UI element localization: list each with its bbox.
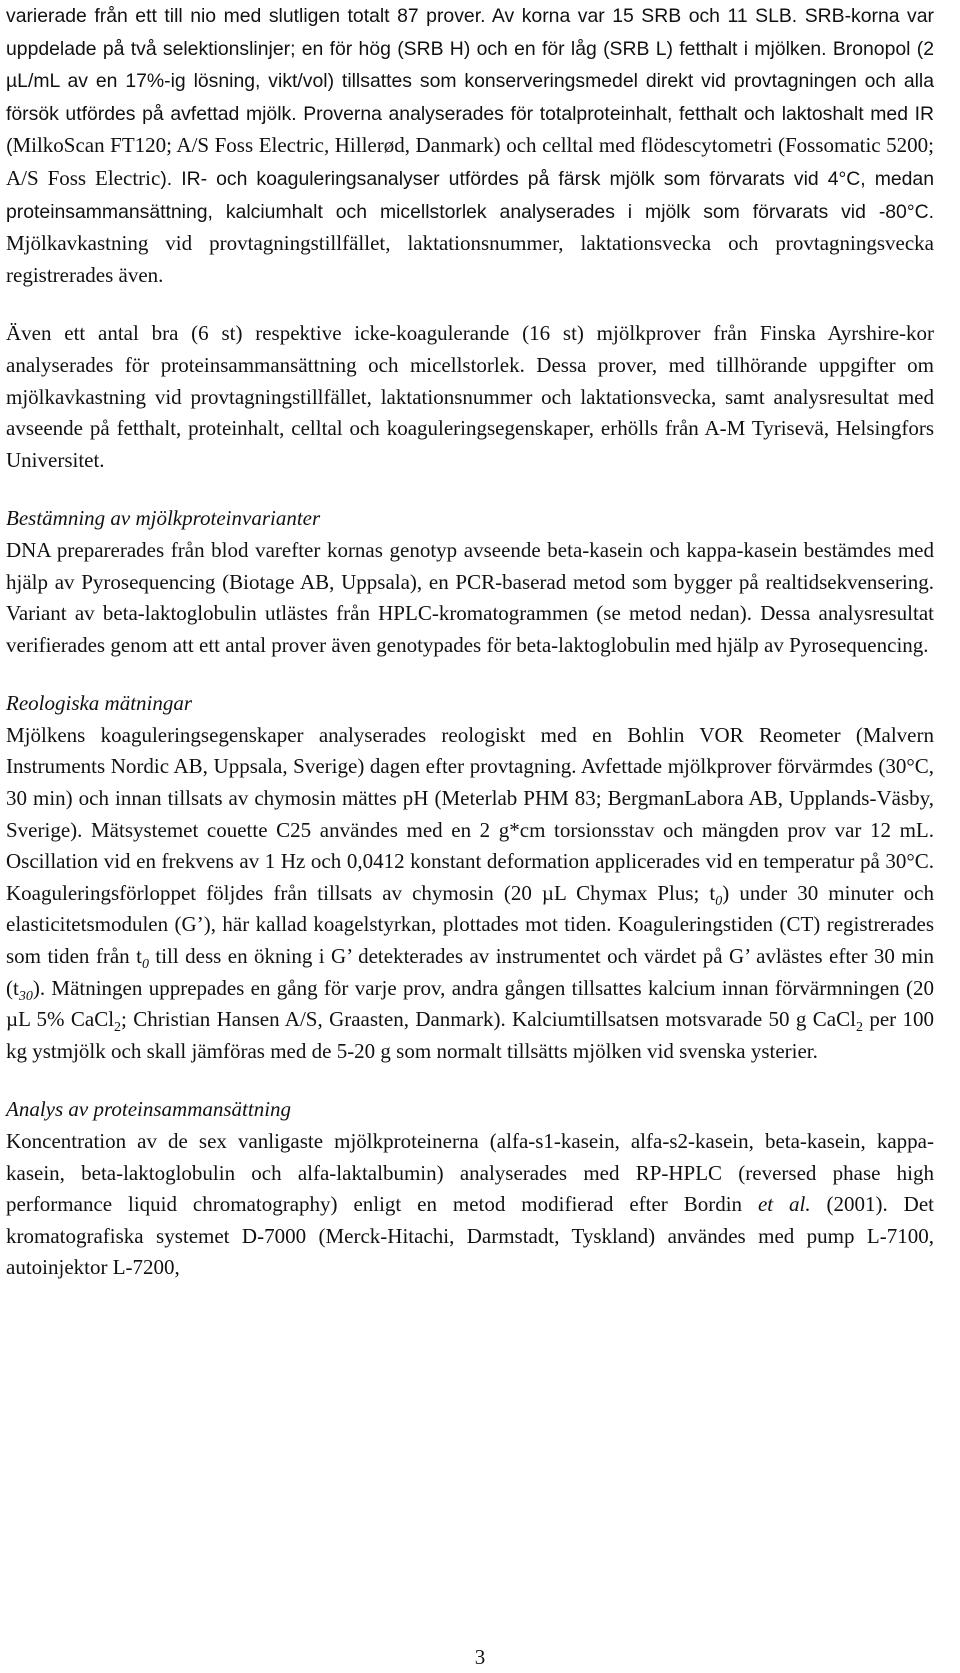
text-run: ; Christian Hansen A/S, Graasten, Danmark). Kalciumtillsatsen motsvarade 50 g CaCl bbox=[121, 1007, 856, 1032]
subscript: 2 bbox=[855, 1020, 863, 1036]
subscript: 2 bbox=[114, 1020, 122, 1036]
text-run: Mjölkens koaguleringsegenskaper analyserades reologiskt med en Bohlin VOR Reometer (Malvern Instruments Nordic AB, Uppsala, Sverige) dagen efter provtagning. Avfettade mjölkprover förvärmdes (30°C, 30 min) och innan tillsats av chymosin mättes pH (Meterlab PHM 83; BergmanLabora AB, Upplands-Väsby, Sverige). Mätsystemet couette C25 användes med en 2 g*cm torsionsstav och mängden prov var 12 mL. Oscillation vid en frekvens av 1 Hz och 0,0412 konstant deformation applicerades vid en temperatur på 30°C. Koaguleringsförloppet följdes från tillsats av chymosin (20 µL Chymax Plus; t bbox=[6, 722, 934, 905]
text-run: Mjölkavkastning vid provtagningstillfället, laktationsnummer, laktationsvecka och provtagningsvecka registrerades även. bbox=[6, 231, 934, 287]
text-run: Koncentration av de sex vanligaste mjölkproteinerna (alfa-s1-kasein, alfa-s2-kasein, beta-kasein, kappa-kasein, beta-laktoglobulin och alfa-laktalbumin) analyserades med RP-HPLC (reversed phase high performance liquid chromatography) enligt en metod modifierad efter Bordin bbox=[6, 1129, 934, 1217]
paragraph-finnish-ayrshire: Även ett antal bra (6 st) respektive icke-koagulerande (16 st) mjölkprover från Finska Ayrshire-kor analyserades för proteinsammansättning och micellstorlek. Dessa prover, med tillhörande uppgifter om mjölkavkastning vid provtagningstillfället, laktationsnummer och laktationsvecka, samt analysresultat med avseende på fetthalt, proteinhalt, celltal och koaguleringsegenskaper, erhölls från A-M Tyrisevä, Helsingfors Universitet. bbox=[6, 321, 934, 472]
paragraph-gap bbox=[6, 291, 934, 318]
text-run: MilkoScan FT120; A/S Foss Electric, Hillerød, Danmark) och celltal med flödescytometri (Fossomatic 5200; A/S Foss Electric bbox=[6, 133, 934, 190]
section-heading-protein-variants: Bestämning av mjölkproteinvarianter bbox=[6, 506, 321, 531]
subscript: 0 bbox=[141, 957, 149, 973]
paragraph-gap bbox=[6, 661, 934, 688]
italic-text: et al. bbox=[757, 1192, 811, 1217]
text-run: varierade från ett till nio med slutligen totalt 87 prover. Av korna var 15 SRB och 11 SLB. SRB-korna var uppdelade på två selektionslinjer; en för hög (SRB H) och en för låg (SRB L) fetthalt i mjölken. Bronopol (2 µL/mL av en 17%-ig lösning, vikt/vol) tillsattes som konserveringsmedel direkt vid provtagningen och alla försök utfördes på avfettad mjölk. Proverna analyserades för totalproteinhalt, fetthalt och laktoshalt med IR ( bbox=[6, 5, 934, 158]
text-run: ) under 30 minuter och elasticitetsmodulen (G’), här kallad koagelstyrkan, plottades mot tiden. Koaguleringstiden (CT) registrerades som tiden från t bbox=[6, 880, 934, 969]
paragraph-protein-variants: DNA preparerades från blod varefter kornas genotyp avseende beta-kasein och kappa-kasein bestämdes med hjälp av Pyrosequencing (Biotage AB, Uppsala), en PCR-baserad metod som bygger på realtidsekvensering. Variant av beta-laktoglobulin utlästes från HPLC-kromatogrammen (se metod nedan). Dessa analysresultat verifierades genom att ett antal prover även genotypades för beta-laktoglobulin med hjälp av Pyrosequencing. bbox=[6, 537, 934, 657]
text-run: ). Mätningen upprepades en gång för varje prov, andra gången tillsattes kalcium innan förvärmningen (20 µL 5% CaCl bbox=[6, 975, 934, 1032]
paragraph-gap bbox=[6, 1067, 934, 1094]
subscript: 0 bbox=[715, 894, 723, 910]
paragraph-rheology bbox=[6, 720, 934, 1068]
subscript: 30 bbox=[18, 988, 33, 1004]
paragraph-protein-composition bbox=[6, 1126, 934, 1284]
text-run: per 100 kg ystmjölk och skall jämföras med de 5-20 g som normalt tillsätts mjölken vid svenska ysterier. bbox=[6, 1007, 934, 1063]
text-run: ). IR- och koaguleringsanalyser utfördes på färsk mjölk som förvarats vid 4°C, medan proteinsammansättning, kalciumhalt och micellstorlek analyserades i mjölk som förvarats vid -80°C. bbox=[6, 167, 934, 223]
paragraph-sample-methods bbox=[6, 0, 934, 291]
section-heading-rheology: Reologiska mätningar bbox=[6, 691, 193, 716]
text-run: till dess en ökning i G’ detekterades av instrumentet och värdet på G’ avlästes efter 30 min (t bbox=[6, 944, 935, 1000]
paragraph-gap bbox=[6, 476, 934, 503]
page-number: 3 bbox=[474, 1645, 486, 1669]
text-run: (2001). Det kromatografiska systemet D-7000 (Merck-Hitachi, Darmstadt, Tyskland) användes med pump L-7100, autoinjektor L-7200, bbox=[6, 1192, 934, 1280]
section-heading-protein-composition: Analys av proteinsammansättning bbox=[6, 1097, 292, 1122]
